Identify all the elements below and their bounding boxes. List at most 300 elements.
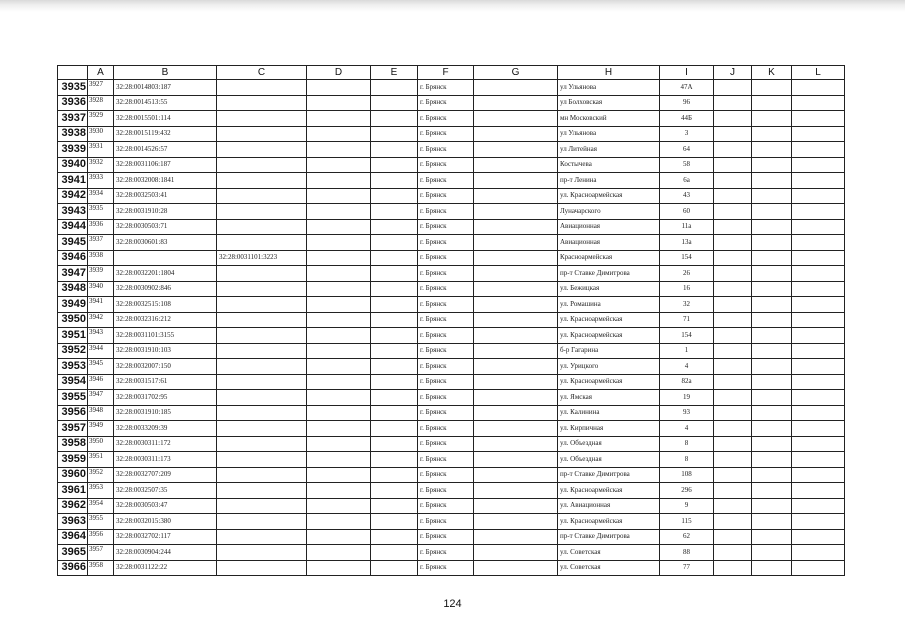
cell-b: 32:28:0032507:35 xyxy=(114,483,217,499)
cell-i: 108 xyxy=(660,467,714,483)
cell-c xyxy=(217,95,307,111)
table-row xyxy=(58,467,845,483)
cell-i: 115 xyxy=(660,514,714,530)
column-header-l: L xyxy=(792,66,845,80)
cell-f: г. Брянск xyxy=(418,452,474,468)
cell-i: 93 xyxy=(660,405,714,421)
cell-g xyxy=(474,250,558,266)
cell-b: 32:28:0030311:173 xyxy=(114,452,217,468)
column-header-h: H xyxy=(558,66,660,80)
table-row xyxy=(58,390,845,406)
cell-k xyxy=(752,281,792,297)
cell-d xyxy=(307,467,371,483)
cell-f: г. Брянск xyxy=(418,467,474,483)
cell-b: 32:28:0032316:212 xyxy=(114,312,217,328)
cell-g xyxy=(474,173,558,189)
cell-d xyxy=(307,374,371,390)
row-number: 3942 xyxy=(58,188,88,204)
cell-f: г. Брянск xyxy=(418,343,474,359)
cell-l xyxy=(792,111,845,127)
cell-j xyxy=(714,529,752,545)
cell-i: 13а xyxy=(660,235,714,251)
table-row xyxy=(58,359,845,375)
cell-h: ул. Объездная xyxy=(558,452,660,468)
cell-l xyxy=(792,80,845,96)
cell-g xyxy=(474,498,558,514)
cell-b: 32:28:0030902:846 xyxy=(114,281,217,297)
cell-e xyxy=(371,343,418,359)
row-number: 3964 xyxy=(58,529,88,545)
cell-b: 32:28:0031910:28 xyxy=(114,204,217,220)
cell-f: г. Брянск xyxy=(418,436,474,452)
cell-e xyxy=(371,80,418,96)
cell-i: 11а xyxy=(660,219,714,235)
row-number: 3961 xyxy=(58,483,88,499)
cell-d xyxy=(307,436,371,452)
cell-d xyxy=(307,126,371,142)
cell-c xyxy=(217,359,307,375)
cell-d xyxy=(307,80,371,96)
cell-l xyxy=(792,297,845,313)
cell-a: 3948 xyxy=(88,405,114,421)
cell-e xyxy=(371,374,418,390)
cell-k xyxy=(752,328,792,344)
cell-i: 58 xyxy=(660,157,714,173)
cell-i: 77 xyxy=(660,560,714,576)
cell-g xyxy=(474,467,558,483)
cell-f: г. Брянск xyxy=(418,405,474,421)
cell-i: 60 xyxy=(660,204,714,220)
cell-c xyxy=(217,529,307,545)
cell-k xyxy=(752,219,792,235)
cell-e xyxy=(371,560,418,576)
cell-b: 32:28:0032702:117 xyxy=(114,529,217,545)
cell-f: г. Брянск xyxy=(418,235,474,251)
table-row xyxy=(58,483,845,499)
cell-h: б-р Гагарина xyxy=(558,343,660,359)
row-number: 3949 xyxy=(58,297,88,313)
cell-j xyxy=(714,297,752,313)
cell-g xyxy=(474,405,558,421)
cell-h: ул. Красноармейская xyxy=(558,328,660,344)
cell-c xyxy=(217,343,307,359)
cell-f: г. Брянск xyxy=(418,188,474,204)
cell-e xyxy=(371,467,418,483)
cell-j xyxy=(714,374,752,390)
row-number: 3943 xyxy=(58,204,88,220)
cell-k xyxy=(752,312,792,328)
cell-h: ул Литейная xyxy=(558,142,660,158)
cell-l xyxy=(792,374,845,390)
cell-f: г. Брянск xyxy=(418,498,474,514)
cell-g xyxy=(474,281,558,297)
cell-a: 3950 xyxy=(88,436,114,452)
cell-i: 44Б xyxy=(660,111,714,127)
cell-g xyxy=(474,266,558,282)
cell-h: пр-т Ставке Димитрова xyxy=(558,529,660,545)
cell-i: 32 xyxy=(660,297,714,313)
cell-c xyxy=(217,219,307,235)
cell-f: г. Брянск xyxy=(418,157,474,173)
cell-e xyxy=(371,436,418,452)
cell-l xyxy=(792,498,845,514)
cell-e xyxy=(371,514,418,530)
cell-h: ул. Урицкого xyxy=(558,359,660,375)
cell-d xyxy=(307,250,371,266)
cell-f: г. Брянск xyxy=(418,142,474,158)
cell-e xyxy=(371,142,418,158)
cell-j xyxy=(714,235,752,251)
row-number: 3958 xyxy=(58,436,88,452)
cell-l xyxy=(792,452,845,468)
cell-l xyxy=(792,188,845,204)
cell-e xyxy=(371,498,418,514)
cell-c xyxy=(217,467,307,483)
cell-g xyxy=(474,95,558,111)
cell-d xyxy=(307,95,371,111)
cell-i: 6а xyxy=(660,173,714,189)
row-number: 3956 xyxy=(58,405,88,421)
cell-g xyxy=(474,80,558,96)
cell-e xyxy=(371,421,418,437)
column-header-b: B xyxy=(114,66,217,80)
cell-g xyxy=(474,297,558,313)
cell-c xyxy=(217,204,307,220)
cell-k xyxy=(752,188,792,204)
cell-j xyxy=(714,390,752,406)
cell-f: г. Брянск xyxy=(418,483,474,499)
row-number: 3959 xyxy=(58,452,88,468)
cell-f: г. Брянск xyxy=(418,328,474,344)
cell-f: г. Брянск xyxy=(418,421,474,437)
cell-e xyxy=(371,545,418,561)
cell-c xyxy=(217,111,307,127)
cell-e xyxy=(371,483,418,499)
cell-g xyxy=(474,483,558,499)
table-row xyxy=(58,374,845,390)
cell-e xyxy=(371,219,418,235)
cell-k xyxy=(752,514,792,530)
cell-g xyxy=(474,142,558,158)
cell-l xyxy=(792,483,845,499)
cell-k xyxy=(752,405,792,421)
cell-j xyxy=(714,173,752,189)
cell-c xyxy=(217,266,307,282)
cell-l xyxy=(792,219,845,235)
cell-a: 3956 xyxy=(88,529,114,545)
cell-l xyxy=(792,390,845,406)
table-row xyxy=(58,80,845,96)
cell-c xyxy=(217,157,307,173)
column-header-f: F xyxy=(418,66,474,80)
cell-e xyxy=(371,312,418,328)
cell-i: 82а xyxy=(660,374,714,390)
cell-k xyxy=(752,390,792,406)
cell-i: 1 xyxy=(660,343,714,359)
cell-l xyxy=(792,405,845,421)
cell-b: 32:28:0015501:114 xyxy=(114,111,217,127)
cell-e xyxy=(371,359,418,375)
row-number: 3962 xyxy=(58,498,88,514)
cell-d xyxy=(307,312,371,328)
cell-e xyxy=(371,328,418,344)
cell-h: ул. Красноармейская xyxy=(558,514,660,530)
cell-h: ул. Ромашина xyxy=(558,297,660,313)
row-number: 3945 xyxy=(58,235,88,251)
cell-f: г. Брянск xyxy=(418,111,474,127)
cell-a: 3947 xyxy=(88,390,114,406)
table-row xyxy=(58,126,845,142)
cell-c xyxy=(217,235,307,251)
cell-h: ул. Советская xyxy=(558,560,660,576)
cell-k xyxy=(752,250,792,266)
cell-a: 3949 xyxy=(88,421,114,437)
table-row xyxy=(58,421,845,437)
row-number: 3939 xyxy=(58,142,88,158)
column-header-g: G xyxy=(474,66,558,80)
cell-h: ул. Кирпичная xyxy=(558,421,660,437)
cell-i: 47А xyxy=(660,80,714,96)
cell-h: ул. Красноармейская xyxy=(558,188,660,204)
cell-g xyxy=(474,126,558,142)
cell-b: 32:28:0033209:39 xyxy=(114,421,217,437)
cell-j xyxy=(714,219,752,235)
cell-a: 3932 xyxy=(88,157,114,173)
row-number: 3966 xyxy=(58,560,88,576)
cell-a: 3928 xyxy=(88,95,114,111)
cell-j xyxy=(714,545,752,561)
cell-g xyxy=(474,235,558,251)
cell-a: 3941 xyxy=(88,297,114,313)
cell-b: 32:28:0030503:71 xyxy=(114,219,217,235)
spreadsheet-table xyxy=(57,65,845,576)
cell-g xyxy=(474,312,558,328)
cell-b: 32:28:0014513:55 xyxy=(114,95,217,111)
cell-l xyxy=(792,266,845,282)
cell-l xyxy=(792,328,845,344)
cell-a: 3944 xyxy=(88,343,114,359)
cell-h: ул. Бежицкая xyxy=(558,281,660,297)
cell-l xyxy=(792,142,845,158)
cell-d xyxy=(307,421,371,437)
cell-d xyxy=(307,343,371,359)
cell-j xyxy=(714,483,752,499)
cell-l xyxy=(792,95,845,111)
cell-j xyxy=(714,405,752,421)
cell-a: 3945 xyxy=(88,359,114,375)
table-row xyxy=(58,95,845,111)
row-number: 3948 xyxy=(58,281,88,297)
cell-k xyxy=(752,359,792,375)
cell-i: 88 xyxy=(660,545,714,561)
row-number: 3941 xyxy=(58,173,88,189)
table-row xyxy=(58,514,845,530)
cell-j xyxy=(714,328,752,344)
cell-g xyxy=(474,188,558,204)
cell-d xyxy=(307,204,371,220)
cell-l xyxy=(792,281,845,297)
cell-b: 32:28:0031517:61 xyxy=(114,374,217,390)
cell-l xyxy=(792,436,845,452)
cell-a: 3943 xyxy=(88,328,114,344)
cell-g xyxy=(474,390,558,406)
column-header xyxy=(58,66,88,80)
cell-g xyxy=(474,374,558,390)
cell-c xyxy=(217,80,307,96)
cell-b: 32:28:0031910:103 xyxy=(114,343,217,359)
cell-b: 32:28:0031702:95 xyxy=(114,390,217,406)
cell-h: ул. Красноармейская xyxy=(558,374,660,390)
table-row xyxy=(58,545,845,561)
table-row xyxy=(58,436,845,452)
cell-l xyxy=(792,560,845,576)
cell-h: ул. Калинина xyxy=(558,405,660,421)
cell-a: 3958 xyxy=(88,560,114,576)
cell-d xyxy=(307,390,371,406)
cell-h: ул. Авиационная xyxy=(558,498,660,514)
cell-d xyxy=(307,281,371,297)
cell-a: 3934 xyxy=(88,188,114,204)
cell-i: 9 xyxy=(660,498,714,514)
cell-l xyxy=(792,235,845,251)
cell-d xyxy=(307,188,371,204)
cell-i: 43 xyxy=(660,188,714,204)
cell-d xyxy=(307,111,371,127)
cell-b: 32:28:0030311:172 xyxy=(114,436,217,452)
cell-f: г. Брянск xyxy=(418,250,474,266)
cell-i: 16 xyxy=(660,281,714,297)
column-header-a: A xyxy=(88,66,114,80)
cell-f: г. Брянск xyxy=(418,204,474,220)
cell-k xyxy=(752,235,792,251)
row-number: 3954 xyxy=(58,374,88,390)
cell-l xyxy=(792,467,845,483)
row-number: 3944 xyxy=(58,219,88,235)
scan-edge xyxy=(0,0,905,12)
cell-g xyxy=(474,343,558,359)
cell-d xyxy=(307,405,371,421)
table-row xyxy=(58,111,845,127)
cell-d xyxy=(307,173,371,189)
cell-a: 3952 xyxy=(88,467,114,483)
cell-k xyxy=(752,436,792,452)
cell-b: 32:28:0030601:83 xyxy=(114,235,217,251)
cell-a: 3940 xyxy=(88,281,114,297)
cell-a: 3927 xyxy=(88,80,114,96)
cell-e xyxy=(371,452,418,468)
cell-d xyxy=(307,514,371,530)
cell-j xyxy=(714,498,752,514)
cell-d xyxy=(307,297,371,313)
cell-b: 32:28:0031122:22 xyxy=(114,560,217,576)
cell-f: г. Брянск xyxy=(418,312,474,328)
cell-e xyxy=(371,266,418,282)
cell-b: 32:28:0032007:150 xyxy=(114,359,217,375)
row-number: 3950 xyxy=(58,312,88,328)
cell-c xyxy=(217,142,307,158)
cell-l xyxy=(792,343,845,359)
cell-k xyxy=(752,343,792,359)
cell-f: г. Брянск xyxy=(418,219,474,235)
cell-h: Красноармейская xyxy=(558,250,660,266)
table-row xyxy=(58,498,845,514)
cell-f: г. Брянск xyxy=(418,297,474,313)
cell-a: 3957 xyxy=(88,545,114,561)
column-header-e: E xyxy=(371,66,418,80)
cell-f: г. Брянск xyxy=(418,95,474,111)
cell-i: 4 xyxy=(660,421,714,437)
cell-j xyxy=(714,204,752,220)
cell-e xyxy=(371,529,418,545)
cell-j xyxy=(714,80,752,96)
cell-f: г. Брянск xyxy=(418,173,474,189)
table-row xyxy=(58,157,845,173)
cell-f: г. Брянск xyxy=(418,514,474,530)
cell-a: 3935 xyxy=(88,204,114,220)
cell-h: ул Ульянова xyxy=(558,80,660,96)
cell-g xyxy=(474,219,558,235)
cell-e xyxy=(371,126,418,142)
cell-k xyxy=(752,498,792,514)
table-row xyxy=(58,312,845,328)
cell-c xyxy=(217,498,307,514)
table-row xyxy=(58,328,845,344)
cell-a: 3951 xyxy=(88,452,114,468)
cell-k xyxy=(752,560,792,576)
cell-k xyxy=(752,142,792,158)
cell-b: 32:28:0032015:380 xyxy=(114,514,217,530)
table-row xyxy=(58,266,845,282)
cell-g xyxy=(474,436,558,452)
cell-l xyxy=(792,514,845,530)
cell-h: ул Болховская xyxy=(558,95,660,111)
table-row xyxy=(58,142,845,158)
cell-j xyxy=(714,142,752,158)
cell-c xyxy=(217,421,307,437)
cell-k xyxy=(752,126,792,142)
cell-k xyxy=(752,204,792,220)
cell-f: г. Брянск xyxy=(418,390,474,406)
table-row xyxy=(58,173,845,189)
cell-b: 32:28:0030503:47 xyxy=(114,498,217,514)
table-row xyxy=(58,560,845,576)
cell-i: 8 xyxy=(660,436,714,452)
cell-d xyxy=(307,235,371,251)
cell-d xyxy=(307,266,371,282)
cell-k xyxy=(752,80,792,96)
table-row xyxy=(58,204,845,220)
row-number: 3953 xyxy=(58,359,88,375)
cell-j xyxy=(714,111,752,127)
cell-e xyxy=(371,235,418,251)
cell-c xyxy=(217,328,307,344)
cell-g xyxy=(474,452,558,468)
cell-a: 3936 xyxy=(88,219,114,235)
row-number: 3947 xyxy=(58,266,88,282)
cell-e xyxy=(371,157,418,173)
cell-b: 32:28:0014803:187 xyxy=(114,80,217,96)
cell-l xyxy=(792,173,845,189)
cell-j xyxy=(714,452,752,468)
cell-f: г. Брянск xyxy=(418,281,474,297)
cell-h: ул Ульянова xyxy=(558,126,660,142)
column-header-row xyxy=(58,66,845,80)
cell-k xyxy=(752,421,792,437)
table-row xyxy=(58,297,845,313)
cell-k xyxy=(752,297,792,313)
cell-d xyxy=(307,142,371,158)
row-number: 3940 xyxy=(58,157,88,173)
